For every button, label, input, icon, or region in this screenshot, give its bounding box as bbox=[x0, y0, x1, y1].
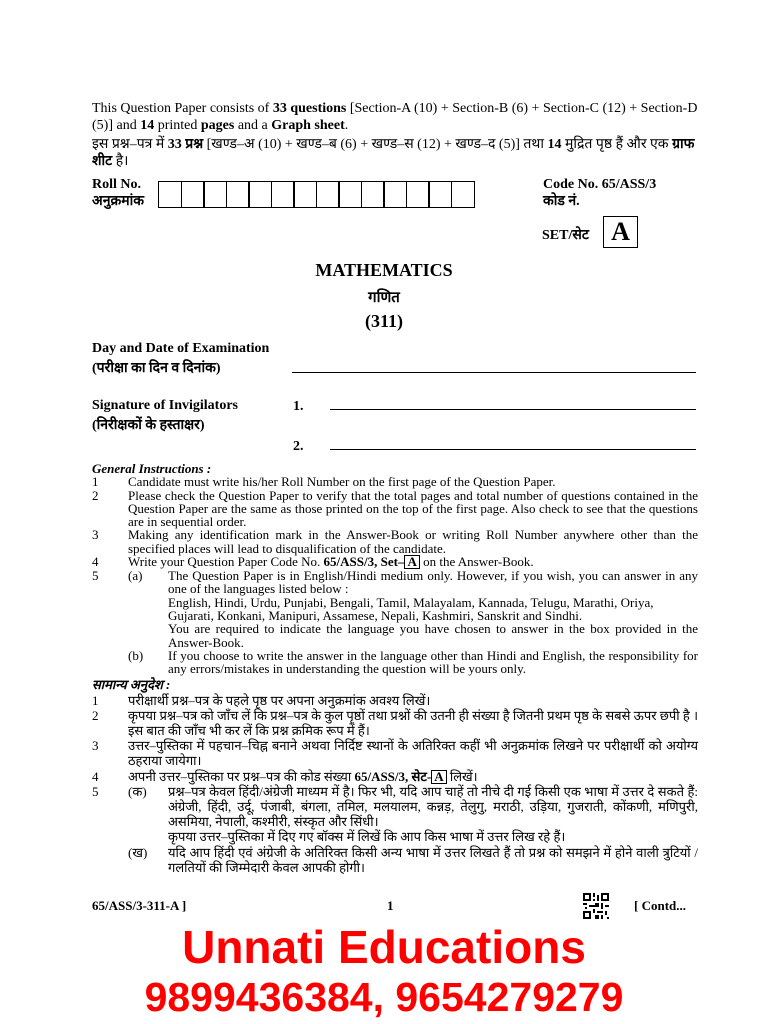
roll-digit-box[interactable] bbox=[158, 181, 182, 208]
signature-number-2: 2. bbox=[293, 439, 304, 454]
signature-number-1: 1. bbox=[293, 399, 304, 414]
instruction-item: 3 Making any identification mark in the Answer-Book or writing Roll Number anywhere other than the specified places will lead to disqualification of the candidate. bbox=[92, 527, 698, 556]
exam-date-label-en: Day and Date of Examination bbox=[92, 341, 270, 356]
roll-number-label-hi: अनुक्रमांक bbox=[92, 194, 144, 209]
subject-title: MATHEMATICS bbox=[315, 260, 453, 280]
invigilator-signature-label bbox=[92, 396, 238, 436]
set-label: SET/सेट bbox=[542, 228, 589, 243]
roll-digit-box[interactable] bbox=[451, 181, 475, 208]
subject-code: (311) bbox=[365, 311, 403, 331]
instructions-heading: General Instructions : bbox=[92, 461, 212, 476]
exam-date-label bbox=[92, 339, 269, 379]
continued-label: [ Contd... bbox=[634, 898, 687, 913]
instruction-item: 1 Candidate must write his/her Roll Number on the first page of the Question Paper. bbox=[92, 474, 556, 490]
roll-digit-box[interactable] bbox=[248, 181, 272, 208]
roll-digit-box[interactable] bbox=[361, 181, 385, 208]
qr-code-icon bbox=[583, 893, 609, 919]
roll-digit-box[interactable] bbox=[181, 181, 205, 208]
roll-digit-box[interactable] bbox=[316, 181, 340, 208]
instruction-item-hindi: 2 कृपया प्रश्न–पत्र को जाँच लें कि प्रश्न–पत्र के कुल पृष्ठों तथा प्रश्नों की उतनी ही संख्या है जितनी प्रथम पृष्ठ के सबसे ऊपर छपी है । इस बात की जाँच भी कर लें कि प्रश्न क्रमिक रूप में हैं। bbox=[92, 707, 698, 739]
instruction-item: 4 Write your Question Paper Code No. 65/ASS/3, Set– A on the Answer-Book. bbox=[92, 554, 534, 570]
roll-digit-box[interactable] bbox=[293, 181, 317, 208]
code-number bbox=[543, 176, 656, 210]
instruction-item-hindi: 5 (क) प्रश्न–पत्र केवल हिंदी/अंग्रेजी माध्यम में है। फिर भी, यदि आप चाहें तो नीचे दी गई किसी एक भाषा में उत्तर दे सकते हैं: अंग्रेजी, हिंदी, उर्दू, पंजाबी, बंगला, तमिल, मलयालम, कन्नड़, तेलुगु, मराठी, उड़िया, गुजराती, कोंकणी, मणिपुरी, असमिया, नेपाली, कश्मीरी, संस्कृत और सिंधी। कृपया उत्तर–पुस्तिका में दिए गए बॉक्स में लिखें कि आप किस भाषा में उत्तर लिख रहे हैं। bbox=[92, 783, 698, 845]
instruction-item: (b) If you choose to write the answer in the language other than Hindi and English, the responsibility for any errors/mistakes in understanding the question will be yours only. bbox=[128, 647, 698, 677]
code-label-hi: कोड नं. bbox=[543, 194, 580, 209]
instruction-item-hindi: (ख) यदि आप हिंदी एवं अंग्रेजी के अतिरिक्त किसी अन्य भाषा में उत्तर लिखते हैं तो प्रश्न को समझने में होने वाली त्रुटियों / गलतियों की जिम्मेदारी केवल आपकी होगी। bbox=[128, 844, 698, 875]
footer-code: 65/ASS/3-311-A ] bbox=[92, 898, 187, 913]
paper-summary-hindi: इस प्रश्न–पत्र में 33 प्रश्न [खण्ड–अ (10) + खण्ड–ब (6) + खण्ड–स (12) + खण्ड–द (5)] तथा 14 मुद्रित पृष्ठ हैं और एक ग्राफ शीट है। bbox=[92, 137, 695, 169]
general-instructions bbox=[92, 462, 698, 875]
subject-title-hindi: गणित bbox=[368, 290, 400, 306]
code-value: 65/ASS/3 bbox=[601, 177, 657, 192]
invigilator-signature-label-en: Signature of Invigilators bbox=[92, 398, 238, 413]
ad-phone-numbers: 9899436384, 9654279279 bbox=[144, 974, 624, 1020]
exam-date-label-hi: (परीक्षा का दिन व दिनांक) bbox=[92, 361, 221, 376]
set-box: A bbox=[603, 216, 638, 248]
instruction-item-hindi: 3 उत्तर–पुस्तिका में पहचान–चिह्न बनाने अथवा निर्दिष्ट स्थानों के अतिरिक्त कहीं भी अनुक्रमांक लिखने पर परीक्षार्थी को अयोग्य ठहराया जायेगा। bbox=[92, 738, 698, 769]
roll-digit-box[interactable] bbox=[338, 181, 362, 208]
page-number: 1 bbox=[387, 898, 394, 913]
instruction-item: 2 Please check the Question Paper to verify that the total pages and total number of questions contained in the Question Paper are the same as those printed on the top of the first page. Also check to see that the questions are in sequential order. bbox=[92, 487, 698, 530]
roll-digit-box[interactable] bbox=[428, 181, 452, 208]
paper-summary-english: This Question Paper consists of 33 questions [Section-A (10) + Section-B (6) + Section-C (12) + Section-D (5)] and 14 printed pages and a Graph sheet. bbox=[92, 101, 698, 133]
roll-digit-box[interactable] bbox=[406, 181, 430, 208]
instruction-item-hindi: 4 अपनी उत्तर–पुस्तिका पर प्रश्न–पत्र की कोड संख्या 65/ASS/3, सेट- A लिखें। bbox=[92, 768, 478, 784]
roll-number-label-en: Roll No. bbox=[92, 177, 141, 192]
signature-line-2[interactable] bbox=[330, 449, 696, 450]
roll-number-boxes[interactable] bbox=[158, 181, 473, 208]
instruction-item: 5 (a) The Question Paper is in English/Hindi medium only. However, if you wish, you can answer in any one of the languages listed below : English, Hindi, Urdu, Punjabi, Bengali, Tamil, Malayalam, Kannada, Telugu, Marathi, Oriya, Gujarati, Konkani, Manipuri, Assamese, Nepali, Kashmiri, Sanskrit and Sindhi. You are required to indicate the language you have chosen to answer in the box provided in the Answer-Book. bbox=[92, 568, 698, 650]
instructions-heading-hindi: सामान्य अनुदेश : bbox=[92, 677, 171, 693]
roll-number-label bbox=[92, 176, 144, 210]
roll-digit-box[interactable] bbox=[383, 181, 407, 208]
instruction-item-hindi: 1 परीक्षार्थी प्रश्न–पत्र के पहले पृष्ठ पर अपना अनुक्रमांक अवश्य लिखें। bbox=[92, 692, 431, 708]
code-label: Code No. bbox=[543, 177, 599, 192]
set-inline-box: A bbox=[404, 555, 419, 569]
signature-line-1[interactable] bbox=[330, 409, 696, 410]
set-inline-box-hindi: A bbox=[431, 770, 446, 784]
roll-digit-box[interactable] bbox=[271, 181, 295, 208]
invigilator-signature-label-hi: (निरीक्षकों के हस्ताक्षर) bbox=[92, 418, 205, 433]
ad-brand-name: Unnati Educations bbox=[182, 921, 586, 973]
paper-summary bbox=[92, 100, 698, 170]
roll-digit-box[interactable] bbox=[203, 181, 227, 208]
roll-digit-box[interactable] bbox=[226, 181, 250, 208]
exam-date-line[interactable] bbox=[292, 372, 696, 373]
